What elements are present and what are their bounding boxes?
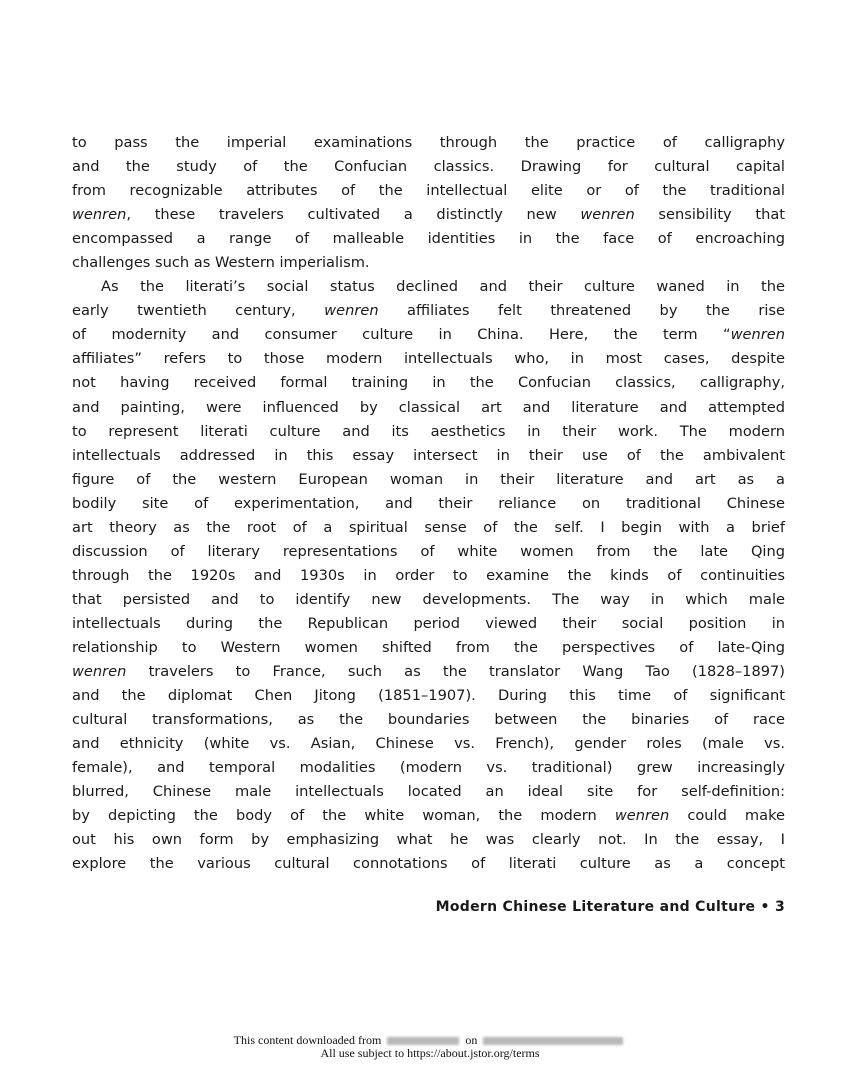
redacted-date bbox=[483, 1037, 623, 1045]
text-run: could make bbox=[669, 807, 786, 825]
text-line bbox=[72, 347, 785, 371]
text-run: by depicting the body of the white woman, the modern bbox=[72, 807, 615, 825]
italic-term: wenren bbox=[730, 326, 785, 344]
text-line bbox=[72, 155, 785, 179]
text-line bbox=[72, 468, 785, 492]
text-run: intellectuals addressed in this essay intersect in their use of the ambivalent bbox=[72, 446, 785, 464]
text-run: intellectuals during the Republican period viewed their social position in bbox=[72, 614, 785, 632]
text-line bbox=[72, 564, 785, 588]
paragraph bbox=[72, 275, 785, 876]
text-run: , these travelers cultivated a distinctly new bbox=[126, 206, 581, 224]
terms-notice: All use subject to https://about.jstor.org/terms bbox=[320, 1046, 540, 1060]
running-footer: Modern Chinese Literature and Culture • 3 bbox=[435, 899, 785, 915]
text-run: relationship to Western women shifted from the perspectives of late-Qing bbox=[72, 638, 785, 656]
italic-term: wenren bbox=[72, 663, 127, 681]
text-line bbox=[72, 588, 785, 612]
text-run: from recognizable attributes of the intellectual elite or of the traditional bbox=[72, 182, 785, 200]
text-run: blurred, Chinese male intellectuals located an ideal site for self-definition: bbox=[72, 783, 785, 801]
text-run: sensibility that bbox=[634, 206, 785, 224]
text-run: female), and temporal modalities (modern vs. traditional) grew increasingly bbox=[72, 759, 785, 777]
text-line bbox=[72, 299, 785, 323]
download-notice: This content downloaded from on bbox=[0, 1034, 860, 1047]
text-run: to pass the imperial examinations through the practice of calligraphy bbox=[72, 134, 785, 151]
text-line bbox=[72, 227, 785, 251]
text-line bbox=[72, 684, 785, 708]
text-line bbox=[72, 131, 785, 155]
italic-term: wenren bbox=[614, 807, 670, 825]
text-run: affiliates felt threatened by the rise bbox=[378, 302, 786, 320]
text-run: art theory as the root of a spiritual sense of the self. I begin with a brief bbox=[72, 518, 785, 536]
text-run: figure of the western European woman in their literature and art as a bbox=[72, 470, 785, 488]
text-line bbox=[72, 203, 785, 227]
text-run: and the study of the Confucian classics. Drawing for cultural capital bbox=[72, 158, 785, 176]
text-line bbox=[72, 444, 785, 468]
text-line bbox=[72, 708, 785, 732]
jstor-notice bbox=[0, 1034, 860, 1060]
text-line bbox=[72, 780, 785, 804]
text-run: to represent literati culture and its aesthetics in their work. The modern bbox=[72, 422, 785, 440]
text-line bbox=[72, 492, 785, 516]
text-line bbox=[72, 732, 785, 756]
text-line bbox=[72, 636, 785, 660]
text-line bbox=[72, 516, 785, 540]
body-text bbox=[72, 131, 785, 876]
text-run: explore the various cultural connotations of literati culture as a concept bbox=[72, 855, 785, 873]
text-run: affiliates” refers to those modern intellectuals who, in most cases, despite bbox=[72, 350, 785, 368]
text-line bbox=[72, 251, 785, 275]
text-run: out his own form by emphasizing what he was clearly not. In the essay, I bbox=[72, 831, 785, 849]
text-run: cultural transformations, as the boundaries between the binaries of race bbox=[72, 711, 785, 729]
text-run: early twentieth century, bbox=[72, 302, 325, 320]
italic-term: wenren bbox=[580, 206, 635, 224]
text-run: and painting, were influenced by classical art and literature and attempted bbox=[72, 398, 785, 416]
text-line bbox=[72, 396, 785, 420]
text-run: and the diplomat Chen Jitong (1851–1907). During this time of significant bbox=[72, 687, 785, 705]
text-run: not having received formal training in the Confucian classics, calligraphy, bbox=[72, 374, 785, 392]
text-line bbox=[72, 420, 785, 444]
text-run: that persisted and to identify new developments. The way in which male bbox=[72, 590, 785, 608]
italic-term: wenren bbox=[72, 206, 127, 224]
text-line bbox=[72, 756, 785, 780]
text-line bbox=[72, 275, 785, 299]
redacted-ip bbox=[387, 1037, 459, 1045]
text-run: As the literati’s social status declined and their culture waned in the bbox=[101, 278, 785, 296]
text-line bbox=[72, 852, 785, 876]
text-run: of modernity and consumer culture in China. Here, the term “ bbox=[72, 326, 731, 344]
text-line bbox=[72, 660, 785, 684]
italic-term: wenren bbox=[324, 302, 379, 320]
text-run: discussion of literary representations of white women from the late Qing bbox=[72, 542, 785, 560]
text-run: and ethnicity (white vs. Asian, Chinese vs. French), gender roles (male vs. bbox=[72, 735, 785, 753]
text-run: travelers to France, such as the translator Wang Tao (1828–1897) bbox=[126, 663, 785, 681]
text-run: challenges such as Western imperialism. bbox=[72, 254, 370, 272]
paragraph bbox=[72, 131, 785, 275]
text-line bbox=[72, 828, 785, 852]
text-line bbox=[72, 323, 785, 347]
text-line bbox=[72, 179, 785, 203]
text-line bbox=[72, 371, 785, 395]
text-run: encompassed a range of malleable identities in the face of encroaching bbox=[72, 230, 785, 248]
text-line bbox=[72, 612, 785, 636]
text-run: bodily site of experimentation, and their reliance on traditional Chinese bbox=[72, 494, 785, 512]
text-line bbox=[72, 540, 785, 564]
text-line bbox=[72, 804, 785, 828]
text-run: through the 1920s and 1930s in order to examine the kinds of continuities bbox=[72, 566, 785, 584]
